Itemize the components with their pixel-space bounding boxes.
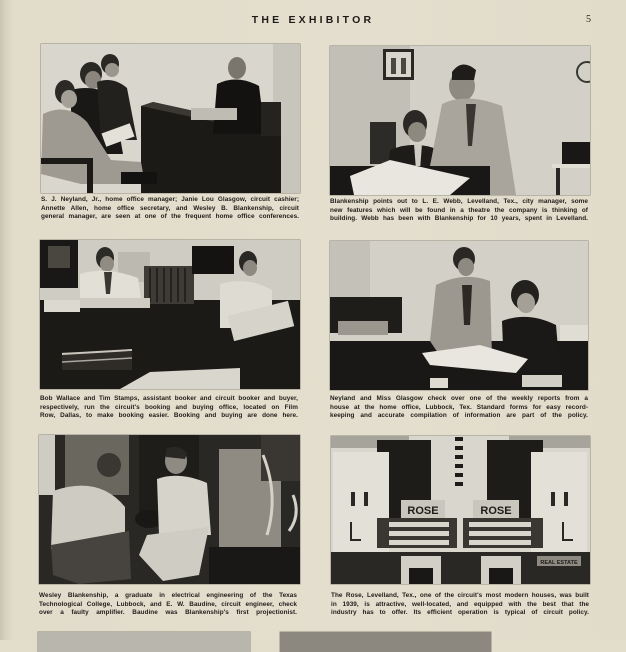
caption-line: keeping and accurate compilation of information are part of the policy. bbox=[330, 412, 588, 420]
caption-line: Row, Dallas, to make booking easier. Booking and buying are done here. bbox=[40, 412, 298, 420]
caption-line: building. Webb has been with Blankenship for 10 years, spent in Levelland. bbox=[330, 215, 588, 223]
marquee-sign-right: ROSE bbox=[480, 505, 512, 517]
caption-line: Neyland and Miss Glasgow check over one of the weekly reports from a bbox=[330, 395, 588, 402]
caption-line: S. J. Neyland, Jr., home office manager; Janie Lou Glasgow, circuit cashier; bbox=[41, 196, 299, 203]
caption-line: in 1939, is attractive, well-located, and equipped with the best that the bbox=[331, 600, 589, 608]
caption-faulty-amplifier bbox=[39, 592, 297, 618]
photo-image bbox=[39, 435, 300, 584]
photo-booking-office bbox=[40, 240, 300, 389]
caption-weekly-reports bbox=[330, 395, 588, 421]
photo-next-row-left bbox=[38, 632, 250, 652]
photo-image bbox=[331, 436, 590, 584]
caption-booking-office bbox=[40, 395, 298, 421]
caption-line: over a faulty amplifier. Baudine was Blankenship's first projectionist. bbox=[39, 609, 297, 617]
caption-line: industry has to offer. Its efficient operation is typical of circuit policy. bbox=[331, 609, 589, 617]
caption-line: respectively, run the circuit's booking and buying office, located on Film bbox=[40, 403, 298, 411]
photo-image bbox=[40, 240, 300, 389]
caption-line: Annette Allen, home office secretary, and Wesley B. Blankenship, circuit bbox=[41, 204, 299, 212]
caption-rose-theatre bbox=[331, 592, 589, 618]
caption-blankenship-and-webb bbox=[330, 198, 588, 224]
caption-line: Technological College, Lubbock, and E. W. Baudine, circuit engineer, check bbox=[39, 600, 297, 608]
photo-image bbox=[330, 241, 588, 390]
photo-weekly-reports bbox=[330, 241, 588, 390]
page-number: 5 bbox=[586, 14, 591, 25]
marquee-sign-left: ROSE bbox=[407, 505, 439, 517]
caption-line: The Rose, Levelland, Tex., one of the circuit's most modern houses, was built bbox=[331, 592, 589, 599]
caption-line: Blankenship points out to L. E. Webb, Levelland, Tex., city manager, some bbox=[330, 198, 588, 205]
photo-next-row-right bbox=[280, 632, 491, 652]
photo-blankenship-and-webb bbox=[330, 46, 590, 195]
storefront-sign: REAL ESTATE bbox=[540, 560, 578, 566]
caption-line: Wesley Blankenship, a graduate in electrical engineering of the Texas bbox=[39, 592, 297, 599]
photo-home-office-conference bbox=[41, 44, 300, 193]
running-header-title: THE EXHIBITOR bbox=[251, 14, 375, 26]
caption-line: house at the home office, Lubbock, Tex. Standard forms for easy record- bbox=[330, 403, 588, 411]
photo-image bbox=[41, 44, 300, 193]
photo-rose-theatre bbox=[331, 436, 590, 584]
photo-faulty-amplifier bbox=[39, 435, 300, 584]
photo-image bbox=[330, 46, 590, 195]
caption-home-office-conference bbox=[41, 196, 299, 222]
caption-line: Bob Wallace and Tim Stamps, assistant booker and circuit booker and buyer, bbox=[40, 395, 298, 402]
caption-line: new features which will be found in a theatre the company is thinking of bbox=[330, 206, 588, 214]
caption-line: general manager, are seen at one of the frequent home office conferences. bbox=[41, 213, 299, 221]
